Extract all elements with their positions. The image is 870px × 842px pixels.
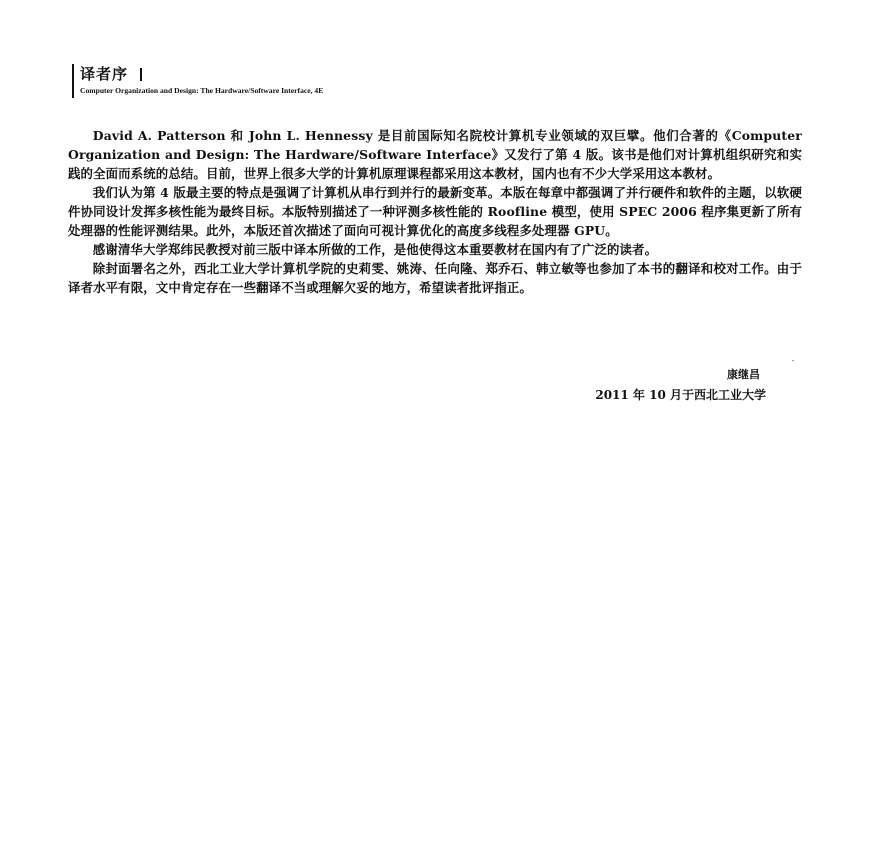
chapter-header [72,64,532,98]
preface-body [68,126,802,297]
header-title-rule [140,68,142,81]
paragraph: 除封面署名之外，西北工业大学计算机学院的史莉雯、姚涛、任向隆、郑乔石、韩立敏等也参加了本书的翻译和校对工作。由于译者水平有限，文中肯定存在一些翻译不当或理解欠妥的地方，希望读者批评指正。 [68,261,802,295]
paragraph: 感谢清华大学郑纬民教授对前三版中译本所做的工作，是他使得这本重要教材在国内有了广泛的读者。 [92,242,658,257]
signature-date-place: 2011 年 10 月于西北工业大学 [595,388,766,402]
paragraph: David A. Patterson 和 John L. Hennessy 是目前国际知名院校计算机专业领域的双巨擘。他们合著的《Computer Organization and Design: The Hardware/Software Interface》又发行了第 4 版。该书是他们对计算机组织研究和实践的全面而系统的总结。目前，世界上很多大学的计算机原理课程都采用这本教材，国内也有不少大学采用这本教材。 [68,128,802,181]
header-title-row [80,64,142,84]
scan-speck [792,360,794,361]
translator-name: 康继昌 [727,368,760,381]
header-title: 译者序 [80,65,129,83]
signature-block [595,366,766,404]
header-left-rule [72,64,74,98]
header-subtitle: Computer Organization and Design: The Hardware/Software Interface, 4E [80,86,324,95]
paragraph: 我们认为第 4 版最主要的特点是强调了计算机从串行到并行的最新变革。本版在每章中都强调了并行硬件和软件的主题，以软硬件协同设计发挥多核性能为最终目标。本版特别描述了一种评测多核性能的 Roofline 模型，使用 SPEC 2006 程序集更新了所有处理器的性能评测结果。此外，本版还首次描述了面向可视计算优化的高度多线程多处理器 GPU。 [68,185,802,238]
